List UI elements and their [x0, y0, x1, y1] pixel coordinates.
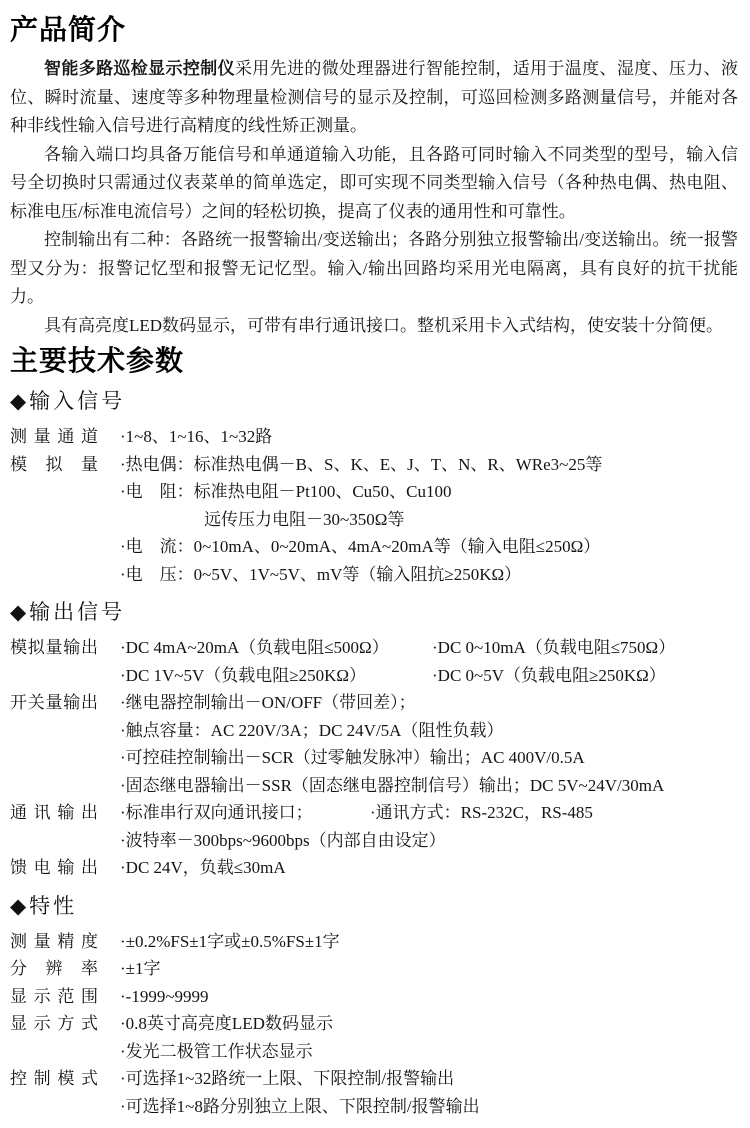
spec-line: ·电 压：0~5V、1V~5V、mV等（输入阻抗≥250KΩ）: [120, 564, 522, 584]
section-heading-output: ◆输出信号: [10, 600, 126, 624]
spec-row-analog-quantity: [10, 451, 738, 589]
spec-values: [120, 854, 738, 882]
spec-value-right: ·通讯方式：RS-232C，RS-485: [370, 803, 593, 822]
product-name: 智能多路巡检显示控制仪: [44, 59, 235, 78]
spec-values: [120, 1010, 738, 1065]
spec-label: 模拟量输出: [10, 638, 98, 657]
spec-line: ·0.8英寸高亮度LED数码显示: [120, 1014, 333, 1033]
spec-line-pair: [120, 634, 738, 662]
spec-label: 通讯输出: [10, 803, 98, 822]
spec-label: 测量通道: [10, 427, 98, 446]
spec-line: ·波特率－300bps~9600bps（内部自由设定）: [120, 830, 446, 850]
spec-values: [120, 634, 738, 689]
spec-label: 开关量输出: [10, 693, 98, 712]
spec-values: [120, 955, 738, 983]
spec-line: ·可控硅控制输出－SCR（过零触发脉冲）输出；AC 400V/0.5A: [120, 748, 585, 767]
spec-line: ·±0.2%FS±1字或±0.5%FS±1字: [120, 931, 340, 951]
intro-paragraph-4: 具有高亮度LED数码显示，可带有串行通讯接口。整机采用卡入式结构，使安装十分简便。: [44, 315, 724, 335]
spec-value-left: ·DC 4mA~20mA（负载电阻≤500Ω）: [120, 638, 389, 657]
spec-values: [120, 799, 738, 854]
spec-row-display-range: [10, 983, 738, 1011]
section-input-signal: [10, 388, 738, 588]
section-heading-input: ◆输入信号: [10, 389, 126, 413]
spec-line: ·固态继电器输出－SSR（固态继电器控制信号）输出；DC 5V~24V/30mA: [120, 775, 665, 795]
spec-row-switch-output: [10, 689, 738, 799]
spec-values: [120, 1065, 738, 1120]
spec-label: 测量精度: [10, 931, 98, 951]
spec-row-comm-output: [10, 799, 738, 854]
spec-line: ·继电器控制输出－ON/OFF（带回差）；: [120, 693, 416, 712]
spec-row-resolution: [10, 955, 738, 983]
spec-label: 显示方式: [10, 1014, 98, 1033]
spec-label: 馈电输出: [10, 858, 98, 877]
spec-row-measure-channel: [10, 423, 738, 451]
spec-line: ·电 流：0~10mA、0~20mA、4mA~20mA等（输入电阻≤250Ω）: [120, 537, 601, 556]
spec-line: ·发光二极管工作状态显示: [120, 1041, 313, 1061]
spec-value-left: ·DC 1V~5V（负载电阻≥250KΩ）: [120, 665, 367, 685]
spec-label: 控制模式: [10, 1069, 98, 1088]
spec-row-display-mode: [10, 1010, 738, 1065]
section-heading-features: ◆特性: [10, 893, 78, 918]
spec-row-analog-output: [10, 634, 738, 689]
spec-line: ·-1999~9999: [120, 986, 209, 1006]
spec-row-feed-output: [10, 854, 738, 882]
intro-paragraph-3: 控制输出有二种：各路统一报警输出/变送输出；各路分别独立报警输出/变送输出。统一报警型又分为：报警记忆型和报警无记忆型。输入/输出回路均采用光电隔离，具有良好的抗干扰能力。: [10, 230, 738, 306]
intro-paragraph-2: 各输入端口均具备万能信号和单通道输入功能，且各路可同时输入不同类型的型号，输入信号全切换时只需通过仪表菜单的简单选定，即可实现不同类型输入信号（各种热电偶、热电阻、标准电压/标准电流信号）之间的轻松切换，提高了仪表的通用性和可靠性。: [10, 144, 738, 221]
spec-line-pair: [120, 662, 738, 690]
spec-line: ·可选择1~32路统一上限、下限控制/报警输出: [120, 1069, 455, 1088]
spec-line-continuation: 远传压力电阻－30~350Ω等: [204, 509, 405, 529]
spec-line: ·电 阻：标准热电阻－Pt100、Cu50、Cu100: [120, 482, 452, 501]
spec-line-pair: [120, 799, 738, 827]
spec-line: ·DC 24V，负载≤30mA: [120, 858, 286, 877]
section-features: [10, 893, 738, 1121]
spec-value-right: ·DC 0~5V（负载电阻≥250KΩ）: [432, 665, 666, 685]
page-title-params: 主要技术参数: [10, 345, 185, 376]
spec-line: ·±1字: [120, 959, 161, 978]
section-output-signal: [10, 599, 738, 882]
spec-line: ·触点容量：AC 220V/3A；DC 24V/5A（阻性负载）: [120, 720, 504, 740]
spec-values: [120, 928, 738, 956]
spec-value-right: ·DC 0~10mA（负载电阻≤750Ω）: [432, 638, 676, 657]
intro-paragraph-1-text: 采用先进的微处理器进行智能控制，适用于温度、湿度、压力、液位、瞬时流量、速度等多种物理量检测信号的显示及控制，可巡回检测多路测量信号，并能对各种非线性输入信号进行高精度的线性矫正测量。: [10, 59, 739, 135]
spec-line: ·1~8、1~16、1~32路: [120, 427, 273, 446]
spec-line: ·热电偶：标准热电偶－B、S、K、E、J、T、N、R、WRe3~25等: [120, 454, 603, 474]
spec-label: 分辨率: [10, 959, 98, 978]
intro-paragraph-1: [10, 55, 738, 141]
spec-values: [120, 451, 738, 589]
spec-value-left: ·标准串行双向通讯接口；: [120, 803, 313, 822]
spec-row-accuracy: [10, 928, 738, 956]
spec-line: ·可选择1~8路分别独立上限、下限控制/报警输出: [120, 1096, 480, 1116]
spec-values: [120, 423, 738, 451]
spec-label: 模拟量: [10, 454, 98, 474]
spec-values: [120, 983, 738, 1011]
spec-row-control-mode: [10, 1065, 738, 1120]
spec-values: [120, 689, 738, 799]
page-title-intro: 产品简介: [10, 14, 127, 45]
spec-label: 显示范围: [10, 986, 98, 1006]
